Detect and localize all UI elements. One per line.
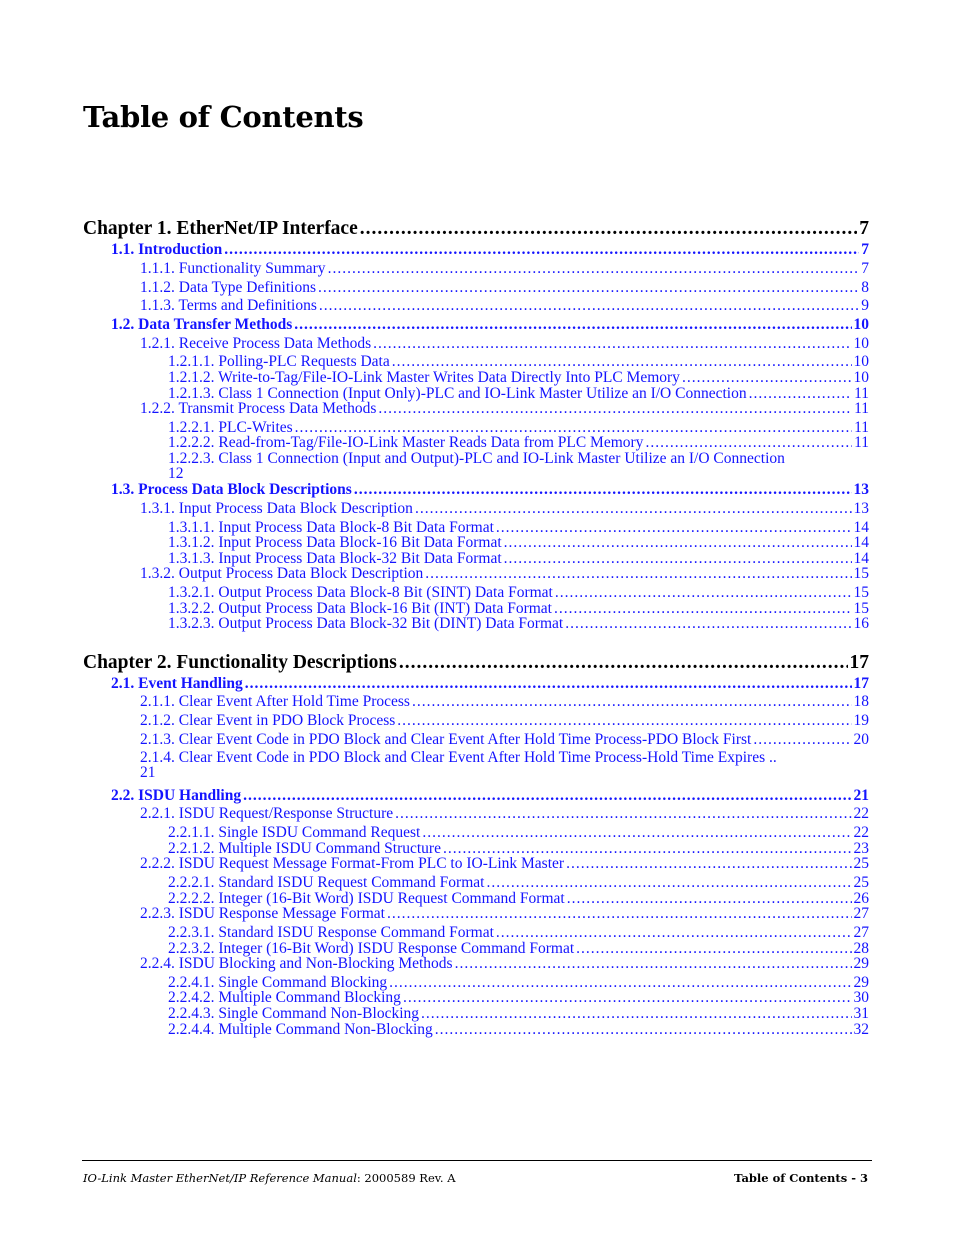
toc-entry-title: 1.2. Data Transfer Methods [111, 316, 293, 333]
toc-entry-title: 2.1.3. Clear Event Code in PDO Block and Clear Event After Hold Time Process-PDO Block First [140, 731, 752, 748]
toc-entry[interactable] [83, 653, 869, 673]
dot-leader [415, 501, 852, 517]
toc-entry-title: 1.2.2.2. Read-from-Tag/File-IO-Link Master Reads Data from PLC Memory [168, 434, 644, 451]
toc-entry-page: 25 [853, 855, 869, 872]
toc-entry-page: 7 [861, 241, 869, 258]
toc-entry-title: 1.2.2.1. PLC-Writes [168, 419, 293, 436]
toc-entry[interactable] [140, 298, 869, 314]
toc-entry[interactable] [168, 354, 869, 370]
toc-entry[interactable] [168, 825, 869, 841]
toc-entry-title: 2.2.2.2. Integer (16-Bit Word) ISDU Request Command Format [168, 890, 565, 907]
toc-entry-title: 2.2.3. ISDU Response Message Format [140, 905, 385, 922]
toc-entry-title: 2.2. ISDU Handling [111, 787, 242, 804]
toc-entry-page: 16 [853, 615, 869, 632]
dot-leader [328, 261, 860, 277]
toc-entry-page: 21 [853, 787, 869, 804]
toc-entry-page: 22 [853, 805, 869, 822]
toc-entry-title: 2.2.3.2. Integer (16-Bit Word) ISDU Response Command Format [168, 940, 575, 957]
dot-leader [395, 806, 851, 822]
toc-entry-page: 15 [853, 565, 869, 582]
toc-entry-page: 7 [861, 260, 869, 277]
toc-entry[interactable] [111, 788, 869, 804]
dot-leader [425, 566, 851, 582]
toc-entry-page: 11 [854, 385, 869, 402]
dot-leader [496, 925, 852, 941]
dot-leader [319, 298, 859, 314]
toc-entry-title: 2.2.4. ISDU Blocking and Non-Blocking Methods [140, 955, 453, 972]
toc-entry-title: 2.1.4. Clear Event Code in PDO Block and Clear Event After Hold Time Process-Hold Time Expires .. [140, 749, 777, 766]
dot-leader [565, 616, 851, 632]
toc-entry-title: 1.3.1.3. Input Process Data Block-32 Bit Data Format [168, 550, 502, 567]
toc-entry-page: 29 [853, 974, 869, 991]
toc-entry-page: 20 [853, 731, 869, 748]
toc-entry-page: 10 [853, 369, 869, 386]
toc-entry-title: Chapter 2. Functionality Descriptions [83, 652, 397, 673]
toc-entry[interactable] [140, 906, 869, 922]
toc-entry-page: 10 [853, 335, 869, 352]
dot-leader [422, 825, 851, 841]
toc-entry-title: 1.1.2. Data Type Definitions [140, 279, 316, 296]
dot-leader [378, 401, 852, 417]
dot-leader [294, 317, 851, 333]
dot-leader [318, 280, 859, 296]
toc-entry-page: 28 [853, 940, 869, 957]
toc-entry-title: 1.1. Introduction [111, 241, 223, 258]
toc-entry[interactable] [168, 535, 869, 551]
dot-leader [486, 875, 851, 891]
toc-entry-title: 1.3.2.1. Output Process Data Block-8 Bit (SINT) Data Format [168, 584, 553, 601]
toc-entry-title: 1.3.1. Input Process Data Block Description [140, 500, 413, 517]
dot-leader [555, 585, 852, 601]
toc-entry-title: 1.2.1.1. Polling-PLC Requests Data [168, 353, 390, 370]
dot-leader [399, 653, 848, 673]
toc-entry[interactable] [168, 990, 869, 1006]
toc-entry-page: 14 [853, 519, 869, 536]
toc-entry-title: 1.3.1.2. Input Process Data Block-16 Bit Data Format [168, 534, 502, 551]
toc-entry-page: 11 [854, 419, 869, 436]
toc-entry[interactable] [83, 219, 869, 239]
toc-entry-title: 2.2.4.1. Single Command Blocking [168, 974, 388, 991]
dot-leader [389, 975, 851, 991]
dot-leader [421, 1006, 851, 1022]
dot-leader [682, 370, 852, 386]
dot-leader [397, 713, 851, 729]
toc-entry-page: 10 [853, 353, 869, 370]
toc-entry-page: 15 [853, 600, 869, 617]
toc-entry-page: 21 [140, 764, 156, 781]
toc-entry-page: 17 [853, 675, 869, 692]
dot-leader [554, 601, 852, 617]
toc-entry[interactable] [140, 261, 869, 277]
dot-leader [753, 732, 851, 748]
toc-entry[interactable] [140, 806, 869, 822]
toc-entry[interactable] [168, 451, 869, 481]
toc-entry-title: 2.2.1.1. Single ISDU Command Request [168, 824, 421, 841]
toc-entry-page: 12 [168, 465, 184, 482]
toc-entry-page: 22 [853, 824, 869, 841]
toc-entry[interactable] [111, 482, 869, 498]
toc-entry-page: 11 [854, 434, 869, 451]
toc-entry-title: 2.1.1. Clear Event After Hold Time Process [140, 693, 410, 710]
toc-entry[interactable] [140, 566, 869, 582]
toc-entry[interactable] [168, 585, 869, 601]
footer-divider [82, 1160, 872, 1161]
toc-entry-title: 2.2.3.1. Standard ISDU Response Command Format [168, 924, 494, 941]
toc-entry-title: Chapter 1. EtherNet/IP Interface [83, 218, 358, 239]
toc-entry[interactable] [168, 435, 869, 451]
toc-entry-title: 1.2.1.2. Write-to-Tag/File-IO-Link Master Writes Data Directly Into PLC Memory [168, 369, 680, 386]
dot-leader [455, 956, 852, 972]
toc-entry-page: 31 [853, 1005, 869, 1022]
dot-leader [749, 386, 852, 402]
toc-entry-page: 30 [853, 989, 869, 1006]
dot-leader [245, 676, 852, 692]
toc-entry-page: 14 [853, 534, 869, 551]
toc-entry[interactable] [168, 1006, 869, 1022]
toc-entry-title: 1.2.1.3. Class 1 Connection (Input Only)-PLC and IO-Link Master Utilize an I/O Connection [168, 385, 747, 402]
toc-entry-title: 1.1.1. Functionality Summary [140, 260, 326, 277]
toc-entry-page: 19 [853, 712, 869, 729]
toc-entry-title: 1.3.1.1. Input Process Data Block-8 Bit Data Format [168, 519, 494, 536]
toc-entry[interactable] [111, 317, 869, 333]
toc-entry-page: 10 [853, 316, 869, 333]
toc-entry-page: 7 [859, 218, 869, 239]
toc-entry-title: 2.2.4.4. Multiple Command Non-Blocking [168, 1021, 433, 1038]
dot-leader [224, 242, 859, 258]
dot-leader [576, 941, 851, 957]
toc-entry-title: 1.3. Process Data Block Descriptions [111, 481, 352, 498]
footer-manual-info [83, 1171, 456, 1185]
toc-entry-page: 25 [853, 874, 869, 891]
toc-entry[interactable] [140, 401, 869, 417]
toc-entry-page: 17 [849, 652, 869, 673]
dot-leader [412, 694, 852, 710]
toc-entry[interactable] [168, 370, 869, 386]
footer-page-label: Table of Contents - 3 [733, 1171, 868, 1185]
toc-entry[interactable] [168, 875, 869, 891]
toc-entry[interactable] [140, 336, 869, 352]
toc-entry[interactable] [140, 694, 869, 710]
dot-leader [566, 856, 851, 872]
toc-entry-page: 13 [853, 500, 869, 517]
toc-entry[interactable] [168, 925, 869, 941]
toc-entry[interactable] [140, 713, 869, 729]
toc-entry[interactable] [168, 616, 869, 632]
toc-entry[interactable] [168, 1022, 869, 1038]
toc-entry-title: 2.1.2. Clear Event in PDO Block Process [140, 712, 396, 729]
dot-leader [373, 336, 851, 352]
toc-entry[interactable] [140, 280, 869, 296]
toc-entry-page: 8 [861, 279, 869, 296]
footer-doc-number: : 2000589 Rev. A [356, 1171, 456, 1185]
toc-entry-title: 2.1. Event Handling [111, 675, 243, 692]
toc-entry-title: 2.2.2. ISDU Request Message Format-From PLC to IO-Link Master [140, 855, 565, 872]
toc-entry-page: 32 [853, 1021, 869, 1038]
toc-entry-title: 1.2.1. Receive Process Data Methods [140, 335, 372, 352]
toc-entry-page: 13 [853, 481, 869, 498]
toc-entry[interactable] [111, 676, 869, 692]
dot-leader [403, 990, 852, 1006]
toc-entry-page: 11 [854, 400, 869, 417]
dot-leader [504, 551, 852, 567]
page-title: Table of Contents [83, 100, 364, 134]
toc-entry[interactable] [140, 501, 869, 517]
toc-entry-title: 2.2.4.3. Single Command Non-Blocking [168, 1005, 420, 1022]
dot-leader [567, 891, 852, 907]
toc-entry-title: 1.1.3. Terms and Definitions [140, 297, 317, 314]
dot-leader [387, 906, 852, 922]
toc-entry[interactable] [111, 242, 869, 258]
toc-entry-title: 1.2.2. Transmit Process Data Methods [140, 400, 377, 417]
toc-entry[interactable] [140, 856, 869, 872]
dot-leader [360, 219, 858, 239]
dot-leader [435, 1022, 852, 1038]
toc-entry-title: 2.2.1.2. Multiple ISDU Command Structure [168, 840, 441, 857]
dot-leader [645, 435, 852, 451]
toc-entry-page: 26 [853, 890, 869, 907]
toc-entry-page: 18 [853, 693, 869, 710]
toc-entry-page: 23 [853, 840, 869, 857]
dot-leader [243, 788, 851, 804]
toc-entry-page: 15 [853, 584, 869, 601]
toc-entry-title: 1.3.2. Output Process Data Block Description [140, 565, 424, 582]
toc-entry-title: 2.2.1. ISDU Request/Response Structure [140, 805, 394, 822]
dot-leader [496, 520, 852, 536]
toc-entry-title: 1.2.2.3. Class 1 Connection (Input and Output)-PLC and IO-Link Master Utilize an I/O Connection [168, 450, 785, 467]
toc-entry[interactable] [140, 956, 869, 972]
dot-leader [354, 482, 852, 498]
toc-entry-page: 14 [853, 550, 869, 567]
toc-entry[interactable] [140, 750, 869, 780]
dot-leader [392, 354, 852, 370]
toc-entry-title: 1.3.2.3. Output Process Data Block-32 Bit (DINT) Data Format [168, 615, 564, 632]
toc-entry-title: 2.2.4.2. Multiple Command Blocking [168, 989, 401, 1006]
toc-entry-page: 29 [853, 955, 869, 972]
toc-entry-title: 2.2.2.1. Standard ISDU Request Command Format [168, 874, 485, 891]
toc-entry-page: 27 [853, 905, 869, 922]
toc-entry-page: 27 [853, 924, 869, 941]
dot-leader [504, 535, 852, 551]
toc-entry-page: 9 [861, 297, 869, 314]
footer-manual-title: IO-Link Master EtherNet/IP Reference Manual [83, 1171, 357, 1185]
toc-entry[interactable] [140, 732, 869, 748]
toc-entry-title: 1.3.2.2. Output Process Data Block-16 Bit (INT) Data Format [168, 600, 552, 617]
